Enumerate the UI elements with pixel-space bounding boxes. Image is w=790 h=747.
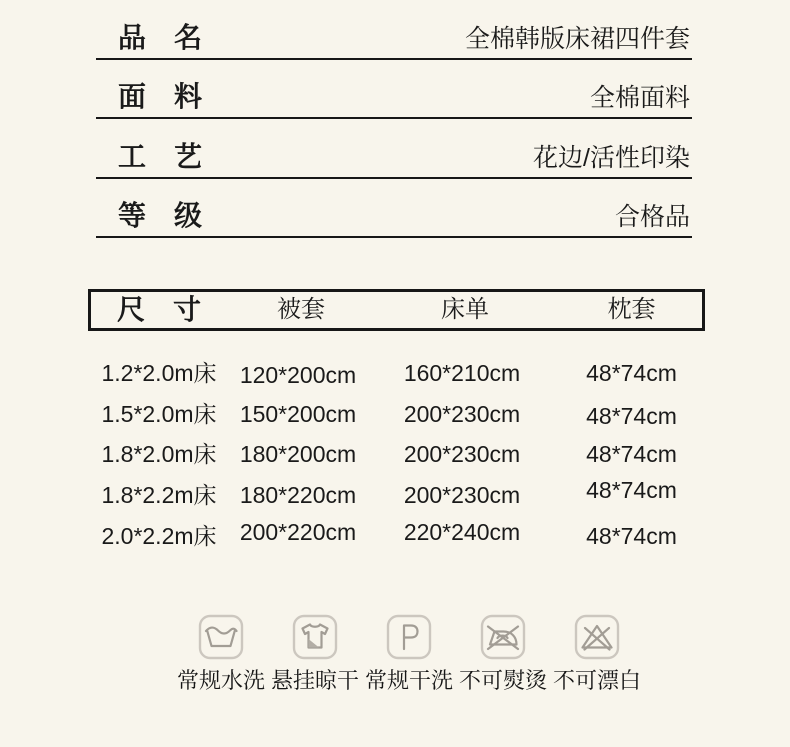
- dry-clean-p-icon: [386, 614, 432, 660]
- cell-bed-size: 1.5*2.0m床: [101, 400, 217, 427]
- spec-value: 全棉韩版床裙四件套: [464, 24, 690, 53]
- spec-list: [96, 0, 692, 238]
- spec-value: 花边/活性印染: [533, 143, 690, 172]
- cell-duvet-cover: 180*220cm: [239, 482, 357, 509]
- care-label: 常规水洗: [177, 668, 266, 693]
- cell-pillowcase: 48*74cm: [586, 523, 677, 550]
- column-header-duvet-cover: 被套: [277, 296, 325, 323]
- table-row: [88, 435, 705, 476]
- spec-row-craft: [96, 119, 692, 179]
- wash-tub-icon: [198, 614, 244, 660]
- cell-bed-sheet: 200*230cm: [403, 400, 521, 427]
- care-item-normal-wash: [177, 614, 265, 692]
- cell-bed-sheet: 220*240cm: [403, 519, 521, 546]
- cell-bed-size: 2.0*2.2m床: [101, 523, 217, 550]
- spec-label: 工 艺: [118, 140, 203, 172]
- cell-duvet-cover: 200*220cm: [239, 519, 357, 546]
- size-table-header: [88, 289, 705, 331]
- cell-pillowcase: 48*74cm: [586, 477, 677, 504]
- cell-bed-size: 1.2*2.0m床: [101, 359, 217, 386]
- no-iron-icon: [480, 614, 526, 660]
- care-item-no-bleach: [553, 614, 641, 692]
- cell-bed-sheet: 160*210cm: [403, 359, 521, 386]
- spec-label: 面 料: [118, 81, 203, 112]
- size-table-body: [88, 353, 705, 557]
- cell-pillowcase: 48*74cm: [586, 359, 677, 386]
- no-bleach-icon: [574, 614, 620, 660]
- care-instructions: [14, 614, 790, 692]
- table-row: [88, 475, 705, 516]
- hang-dry-icon: [292, 614, 338, 660]
- spec-row-grade: [96, 179, 692, 239]
- cell-duvet-cover: 150*200cm: [239, 400, 357, 427]
- cell-bed-sheet: 200*230cm: [403, 441, 521, 468]
- care-label: 不可漂白: [553, 668, 642, 693]
- cell-bed-size: 1.8*2.0m床: [101, 441, 217, 468]
- spec-label: 品 名: [118, 21, 203, 53]
- cell-pillowcase: 48*74cm: [586, 402, 677, 429]
- care-item-no-iron: [459, 614, 547, 692]
- cell-duvet-cover: 180*200cm: [239, 441, 357, 468]
- cell-bed-sheet: 200*230cm: [403, 482, 521, 509]
- spec-row-fabric: [96, 60, 692, 120]
- care-label: 常规干洗: [365, 668, 454, 693]
- column-header-pillowcase: 枕套: [607, 296, 656, 323]
- care-label: 悬挂晾干: [271, 668, 360, 693]
- spec-value: 全棉面料: [589, 84, 690, 112]
- table-row: [88, 516, 705, 557]
- care-item-dry-clean: [365, 614, 453, 692]
- cell-pillowcase: 48*74cm: [586, 441, 677, 468]
- care-item-hang-dry: [271, 614, 359, 692]
- column-header-bed-sheet: 床单: [441, 296, 489, 323]
- spec-row-product-name: [96, 0, 692, 60]
- care-label: 不可熨烫: [459, 668, 548, 693]
- column-header-size: 尺 寸: [117, 294, 202, 325]
- cell-duvet-cover: 120*200cm: [239, 361, 357, 388]
- spec-value: 合格品: [614, 203, 690, 231]
- cell-bed-size: 1.8*2.2m床: [101, 482, 217, 509]
- spec-label: 等 级: [118, 200, 203, 231]
- table-row: [88, 353, 705, 394]
- table-row: [88, 394, 705, 435]
